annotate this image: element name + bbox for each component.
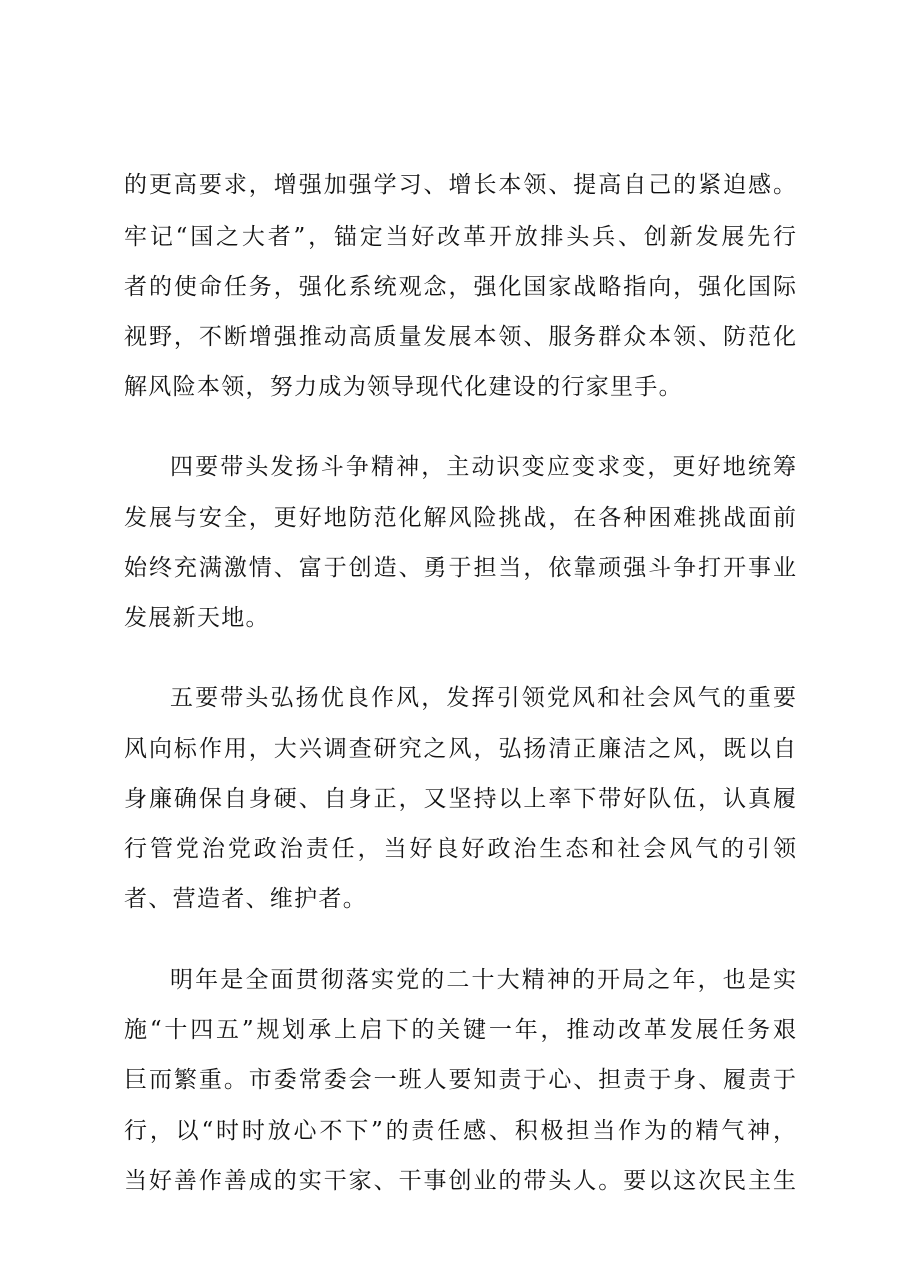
- paragraph-2-line-2: 发展与安全，更好地防范化解风险挑战，在各种困难挑战面前: [124, 505, 796, 531]
- paragraph-4-line-4: 行，以“时时放心不下”的责任感、积极担当作为的精气神，: [124, 1118, 796, 1144]
- paragraph-4-line-3: 巨而繁重。市委常委会一班人要知责于心、担责于身、履责于: [124, 1067, 796, 1093]
- paragraph-3-line-5: 者、营造者、维护者。: [124, 886, 367, 912]
- paragraph-2-line-1: 四要带头发扬斗争精神，主动识变应变求变，更好地统筹: [170, 454, 796, 480]
- paragraph-3-line-4: 行管党治党政治责任，当好良好政治生态和社会风气的引领: [124, 836, 796, 862]
- paragraph-4-line-2: 施“十四五”规划承上启下的关键一年，推动改革发展任务艰: [124, 1017, 796, 1043]
- paragraph-3-line-3: 身廉确保自身硬、自身正，又坚持以上率下带好队伍，认真履: [124, 786, 796, 812]
- paragraph-4-line-5: 当好善作善成的实干家、干事创业的带头人。要以这次民主生: [124, 1168, 796, 1194]
- paragraph-4-line-1: 明年是全面贯彻落实党的二十大精神的开局之年，也是实: [170, 967, 796, 993]
- paragraph-1-line-2: 牢记“国之大者”，锚定当好改革开放排头兵、创新发展先行: [124, 224, 796, 250]
- paragraph-3-line-2: 风向标作用，大兴调查研究之风，弘扬清正廉洁之风，既以自: [124, 736, 796, 762]
- paragraph-1-line-4: 视野，不断增强推动高质量发展本领、服务群众本领、防范化: [124, 324, 796, 350]
- paragraph-2-line-3: 始终充满激情、富于创造、勇于担当，依靠顽强斗争打开事业: [124, 555, 796, 581]
- paragraph-2-line-4: 发展新天地。: [124, 605, 270, 631]
- paragraph-1-line-1: 的更高要求，增强加强学习、增长本领、提高自己的紧迫感。: [124, 172, 796, 198]
- paragraph-1-line-3: 者的使命任务，强化系统观念，强化国家战略指向，强化国际: [124, 274, 796, 300]
- paragraph-1-line-5: 解风险本领，努力成为领导现代化建设的行家里手。: [124, 374, 683, 400]
- paragraph-3-line-1: 五要带头弘扬优良作风，发挥引领党风和社会风气的重要: [170, 685, 796, 711]
